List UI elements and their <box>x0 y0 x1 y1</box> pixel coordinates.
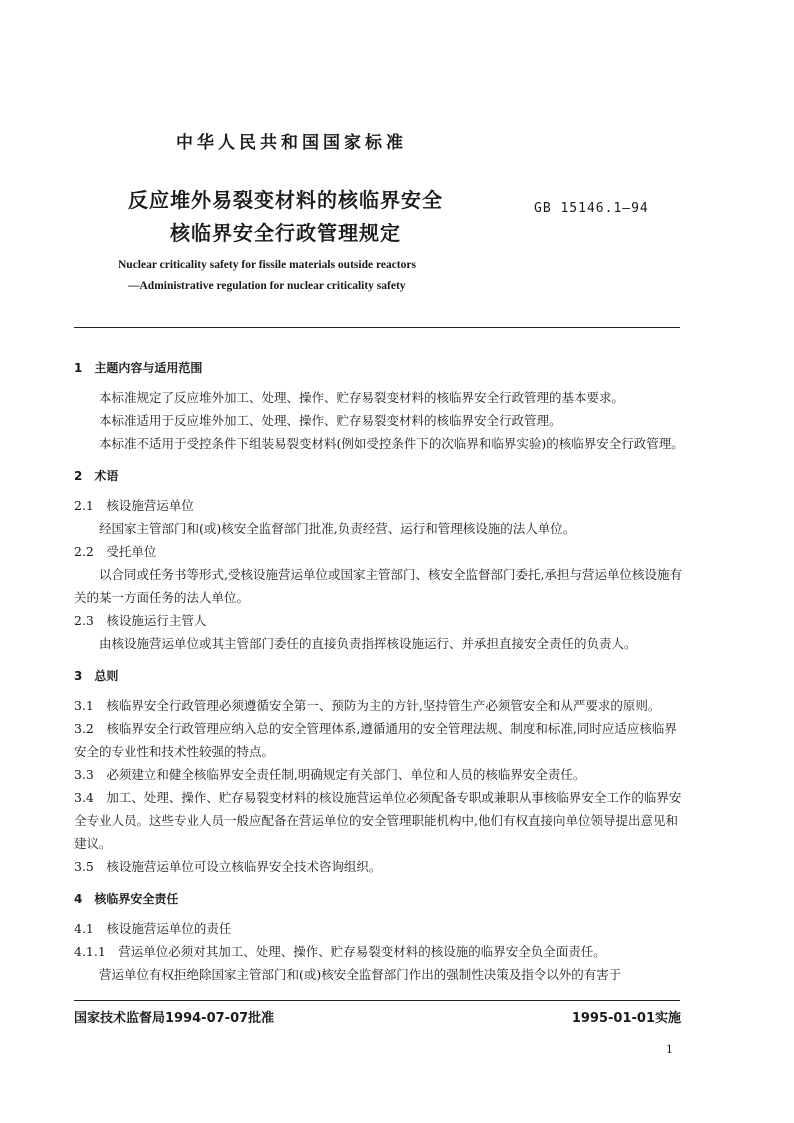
paragraph: 营运单位有权拒绝除国家主管部门和(或)核安全监督部门作出的强制性决策及指令以外的有害于 <box>99 967 622 982</box>
clause: 3.3 必须建立和健全核临界安全责任制,明确规定有关部门、单位和人员的核临界安全责任。 <box>74 767 586 782</box>
paragraph: 经国家主管部门和(或)核安全监督部门批准,负责经营、运行和管理核设施的法人单位。 <box>99 521 576 536</box>
section-heading: 3 总则 <box>74 669 119 683</box>
approval-date: 国家技术监督局1994-07-07批准 <box>74 1011 275 1026</box>
clause-heading: 2.1 核设施营运单位 <box>74 498 194 513</box>
clause: 3.2 核临界安全行政管理应纳入总的安全管理体系,遵循通用的安全管理法规、制度和标准,同时应适应核临界安全的专业性和技术性较强的特点。 <box>74 721 677 759</box>
section-heading: 4 核临界安全责任 <box>74 892 179 906</box>
clause: 4.1.1 营运单位必须对其加工、处理、操作、贮存易裂变材料的核设施的临界安全负全面责任。 <box>74 944 606 959</box>
clause-heading: 4.1 核设施营运单位的责任 <box>74 921 232 936</box>
clause: 3.1 核临界安全行政管理必须遵循安全第一、预防为主的方针,坚持管生产必须管安全和从严要求的原则。 <box>74 698 661 713</box>
document-body <box>74 357 686 986</box>
standard-number: GB 15146.1—94 <box>534 201 649 216</box>
paragraph: 以合同或任务书等形式,受核设施营运单位或国家主管部门、核安全监督部门委托,承担与营运单位核设施有关的某一方面任务的法人单位。 <box>74 567 682 605</box>
english-title-line1: Nuclear criticality safety for fissile materials outside reactors <box>118 259 416 271</box>
paragraph: 由核设施营运单位或其主管部门委任的直接负责指挥核设施运行、并承担直接安全责任的负责人。 <box>99 636 637 651</box>
english-title-line2: —Administrative regulation for nuclear criticality safety <box>128 280 406 292</box>
clause-heading: 2.2 受托单位 <box>74 544 157 559</box>
national-standard-heading: 中华人民共和国国家标准 <box>176 133 407 153</box>
document-title-line2: 核临界安全行政管理规定 <box>170 221 401 245</box>
section-heading: 1 主题内容与适用范围 <box>74 361 203 375</box>
document-title-line1: 反应堆外易裂变材料的核临界安全 <box>128 188 443 212</box>
paragraph: 本标准适用于反应堆外加工、处理、操作、贮存易裂变材料的核临界安全行政管理。 <box>99 413 562 428</box>
page-number: 1 <box>666 1043 673 1056</box>
clause-heading: 2.3 核设施运行主管人 <box>74 613 207 628</box>
paragraph: 本标准规定了反应堆外加工、处理、操作、贮存易裂变材料的核临界安全行政管理的基本要求。 <box>99 390 625 405</box>
clause: 3.5 核设施营运单位可设立核临界安全技术咨询组织。 <box>74 859 382 874</box>
paragraph: 本标准不适用于受控条件下组装易裂变材料(例如受控条件下的次临界和临界实验)的核临界安全行政管理。 <box>99 436 684 451</box>
implementation-date: 1995-01-01实施 <box>571 1011 681 1026</box>
section-heading: 2 术语 <box>74 469 119 483</box>
header-divider <box>74 327 680 328</box>
clause: 3.4 加工、处理、操作、贮存易裂变材料的核设施营运单位必须配备专职或兼职从事核临界安全工作的临界安全专业人员。这些专业人员一般应配备在营运单位的安全管理职能机构中,他们有权直接向单位领导提出意见和建议。 <box>74 790 682 851</box>
footer-divider <box>74 1000 680 1001</box>
